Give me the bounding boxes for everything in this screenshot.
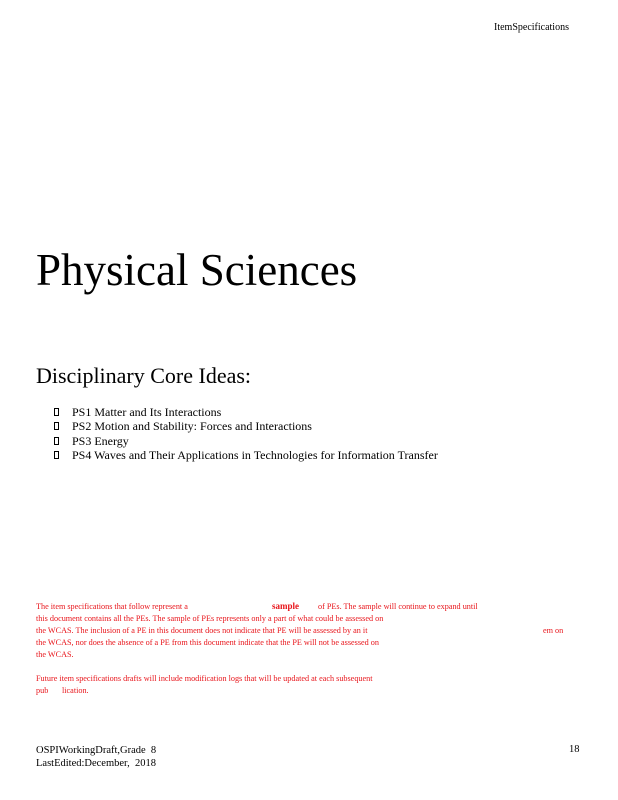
notice-line: The item specifications that follow represent a bbox=[36, 602, 188, 611]
list-item bbox=[54, 434, 438, 448]
bullet-icon bbox=[54, 422, 59, 430]
notice-emphasis: sample bbox=[272, 601, 299, 611]
core-ideas-list bbox=[54, 405, 438, 462]
section-heading: Disciplinary Core Ideas: bbox=[36, 363, 252, 388]
bullet-icon bbox=[54, 451, 59, 459]
list-item bbox=[54, 419, 438, 433]
notice-line: the WCAS, nor does the absence of a PE from this document indicate that the PE will not be assessed on bbox=[36, 638, 379, 647]
footer-draft-label: OSPIWorkingDraft,Grade 8 bbox=[36, 745, 157, 756]
notice-line: lication. bbox=[62, 686, 89, 695]
bullet-icon bbox=[54, 437, 59, 445]
notice-line: pub bbox=[36, 686, 49, 695]
list-item-label: PS1 Matter and Its Interactions bbox=[72, 405, 222, 419]
page-header: ItemSpecifications bbox=[494, 22, 569, 33]
footer-edited-label: LastEdited:December, 2018 bbox=[36, 758, 156, 769]
list-item bbox=[54, 405, 438, 419]
notice-line: Future item specifications drafts will include modification logs that will be updated at each subsequent bbox=[36, 674, 373, 683]
notice-line: the WCAS. The inclusion of a PE in this document does not indicate that PE will be assessed by an it bbox=[36, 626, 368, 635]
list-item-label: PS2 Motion and Stability: Forces and Interactions bbox=[72, 419, 312, 434]
bullet-icon bbox=[54, 408, 59, 416]
notice-line: em on bbox=[543, 626, 564, 635]
list-item bbox=[54, 448, 438, 462]
list-item-label: PS4 Waves and Their Applications in Technologies for Information Transfer bbox=[72, 447, 438, 462]
list-item-label: PS3 Energy bbox=[72, 433, 129, 448]
page-footer bbox=[36, 744, 156, 770]
notice-line: the WCAS. bbox=[36, 650, 74, 659]
notice-line: this document contains all the PEs. The sample of PEs represents only a part of what could be assessed on bbox=[36, 614, 384, 623]
page-title: Physical Sciences bbox=[36, 245, 358, 295]
page-number: 18 bbox=[569, 744, 580, 755]
notice-line: of PEs. The sample will continue to expand until bbox=[318, 602, 478, 611]
